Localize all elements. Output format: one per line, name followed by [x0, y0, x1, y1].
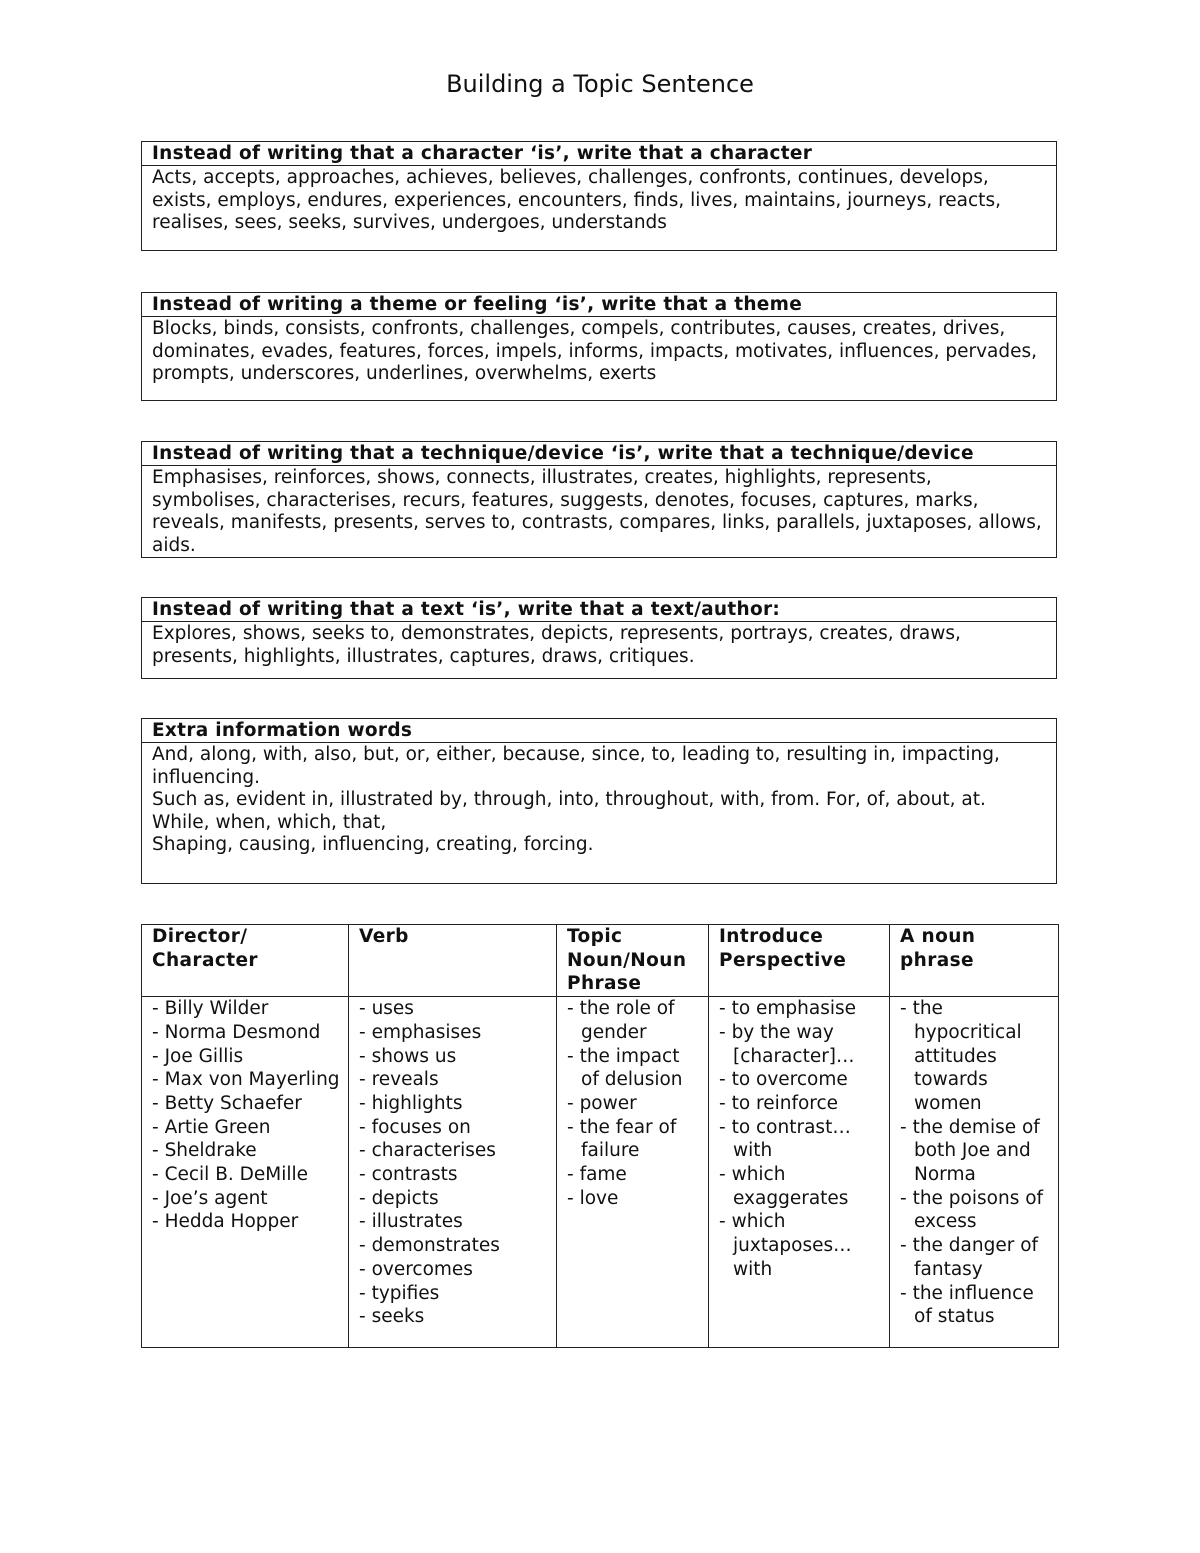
list-item: - Sheldrake — [152, 1139, 340, 1163]
page-title: Building a Topic Sentence — [446, 70, 754, 98]
list-item: - uses — [359, 997, 548, 1021]
list-item: - overcomes — [359, 1258, 548, 1282]
list-item: - fame — [567, 1163, 700, 1187]
text-author-verbs-box — [141, 597, 1057, 679]
list-item: - Joe Gillis — [152, 1045, 340, 1069]
box-body — [142, 317, 1056, 386]
technique-verbs-box — [141, 441, 1057, 558]
director-character-cell — [142, 997, 349, 1348]
list-item: - power — [567, 1092, 700, 1116]
list-item: - to contrast… with — [719, 1116, 881, 1163]
box-heading: Instead of writing that a technique/device ‘is’, write that a technique/device — [142, 442, 1056, 466]
noun-phrase-cell — [890, 997, 1059, 1348]
sentence-builder-table — [141, 924, 1059, 1348]
box-body — [142, 166, 1056, 235]
list-item: - reveals — [359, 1068, 548, 1092]
list-item: - shows us — [359, 1045, 548, 1069]
list-item: - highlights — [359, 1092, 548, 1116]
list-item: - the poisons of excess — [900, 1187, 1050, 1234]
box-text: Acts, accepts, approaches, achieves, believes, challenges, confronts, continues, develops, exists, employs, endures, experiences, encounters, finds, lives, maintains, journeys, reacts, realises, sees, seeks, survives, undergoes, understands — [152, 167, 1001, 234]
list-item: - Cecil B. DeMille — [152, 1163, 340, 1187]
list-item: - to overcome — [719, 1068, 881, 1092]
list-item: - characterises — [359, 1139, 548, 1163]
box-body — [142, 466, 1056, 557]
table-header-row — [142, 925, 1059, 997]
verb-cell — [349, 997, 557, 1348]
box-heading: Instead of writing a theme or feeling ‘is’, write that a theme — [142, 293, 1056, 317]
list-item: - focuses on — [359, 1116, 548, 1140]
box-text: Shaping, causing, influencing, creating, forcing. — [152, 834, 594, 856]
list-item: - emphasises — [359, 1021, 548, 1045]
list-item: - the impact of delusion — [567, 1045, 700, 1092]
column-header: Topic Noun/Noun Phrase — [557, 925, 709, 997]
topic-noun-cell — [557, 997, 709, 1348]
list-item: - by the way [character]… — [719, 1021, 881, 1068]
perspective-cell — [709, 997, 890, 1348]
list-item: - Betty Schaefer — [152, 1092, 340, 1116]
character-verbs-box — [141, 141, 1057, 251]
list-item: - Billy Wilder — [152, 997, 340, 1021]
list-item: - which juxtaposes… with — [719, 1210, 881, 1281]
list-item: - depicts — [359, 1187, 548, 1211]
box-heading: Extra information words — [142, 719, 1056, 743]
box-body — [142, 743, 1056, 857]
list-item: - the demise of both Joe and Norma — [900, 1116, 1050, 1187]
list-item: - which exaggerates — [719, 1163, 881, 1210]
list-item: - the hypocritical attitudes towards women — [900, 997, 1050, 1116]
list-item: - illustrates — [359, 1210, 548, 1234]
list-item: - demonstrates — [359, 1234, 548, 1258]
list-item: - typifies — [359, 1282, 548, 1306]
list-item: - Norma Desmond — [152, 1021, 340, 1045]
list-item: - Joe’s agent — [152, 1187, 340, 1211]
box-text: Such as, evident in, illustrated by, through, into, throughout, with, from. For, of, about, at. While, when, which, that, — [152, 789, 986, 833]
theme-verbs-box — [141, 292, 1057, 401]
table-row — [142, 997, 1059, 1348]
extra-information-box — [141, 718, 1057, 884]
box-heading: Instead of writing that a character ‘is’, write that a character — [142, 142, 1056, 166]
column-header: Verb — [349, 925, 557, 997]
list-item: - the fear of failure — [567, 1116, 700, 1163]
column-header: Introduce Perspective — [709, 925, 890, 997]
column-header: A noun phrase — [890, 925, 1059, 997]
list-item: - to emphasise — [719, 997, 881, 1021]
box-text: Blocks, binds, consists, confronts, challenges, compels, contributes, causes, creates, drives, dominates, evades, features, forces, impels, informs, impacts, motivates, influences, pervades, prompts, underscores, underlines, overwhelms, exerts — [152, 318, 1037, 385]
box-body — [142, 622, 1056, 668]
list-item: - the danger of fantasy — [900, 1234, 1050, 1281]
list-item: - the role of gender — [567, 997, 700, 1044]
box-text: And, along, with, also, but, or, either, because, since, to, leading to, resulting in, impacting, influencing. — [152, 744, 1000, 788]
column-header: Director/ Character — [142, 925, 349, 997]
list-item: - the influence of status — [900, 1282, 1050, 1329]
box-heading: Instead of writing that a text ‘is’, write that a text/author: — [142, 598, 1056, 622]
list-item: - Max von Mayerling — [152, 1068, 340, 1092]
box-text: Explores, shows, seeks to, demonstrates, depicts, represents, portrays, creates, draws, presents, highlights, illustrates, captures, draws, critiques. — [152, 623, 961, 667]
list-item: - seeks — [359, 1305, 548, 1329]
list-item: - love — [567, 1187, 700, 1211]
box-text: Emphasises, reinforces, shows, connects, illustrates, creates, highlights, represents, symbolises, characterises, recurs, features, suggests, denotes, focuses, captures, marks, reveals, manifests, presents, serves to, contrasts, compares, links, parallels, juxtaposes, allows, aids. — [152, 467, 1042, 556]
list-item: - Artie Green — [152, 1116, 340, 1140]
list-item: - to reinforce — [719, 1092, 881, 1116]
list-item: - Hedda Hopper — [152, 1210, 340, 1234]
list-item: - contrasts — [359, 1163, 548, 1187]
